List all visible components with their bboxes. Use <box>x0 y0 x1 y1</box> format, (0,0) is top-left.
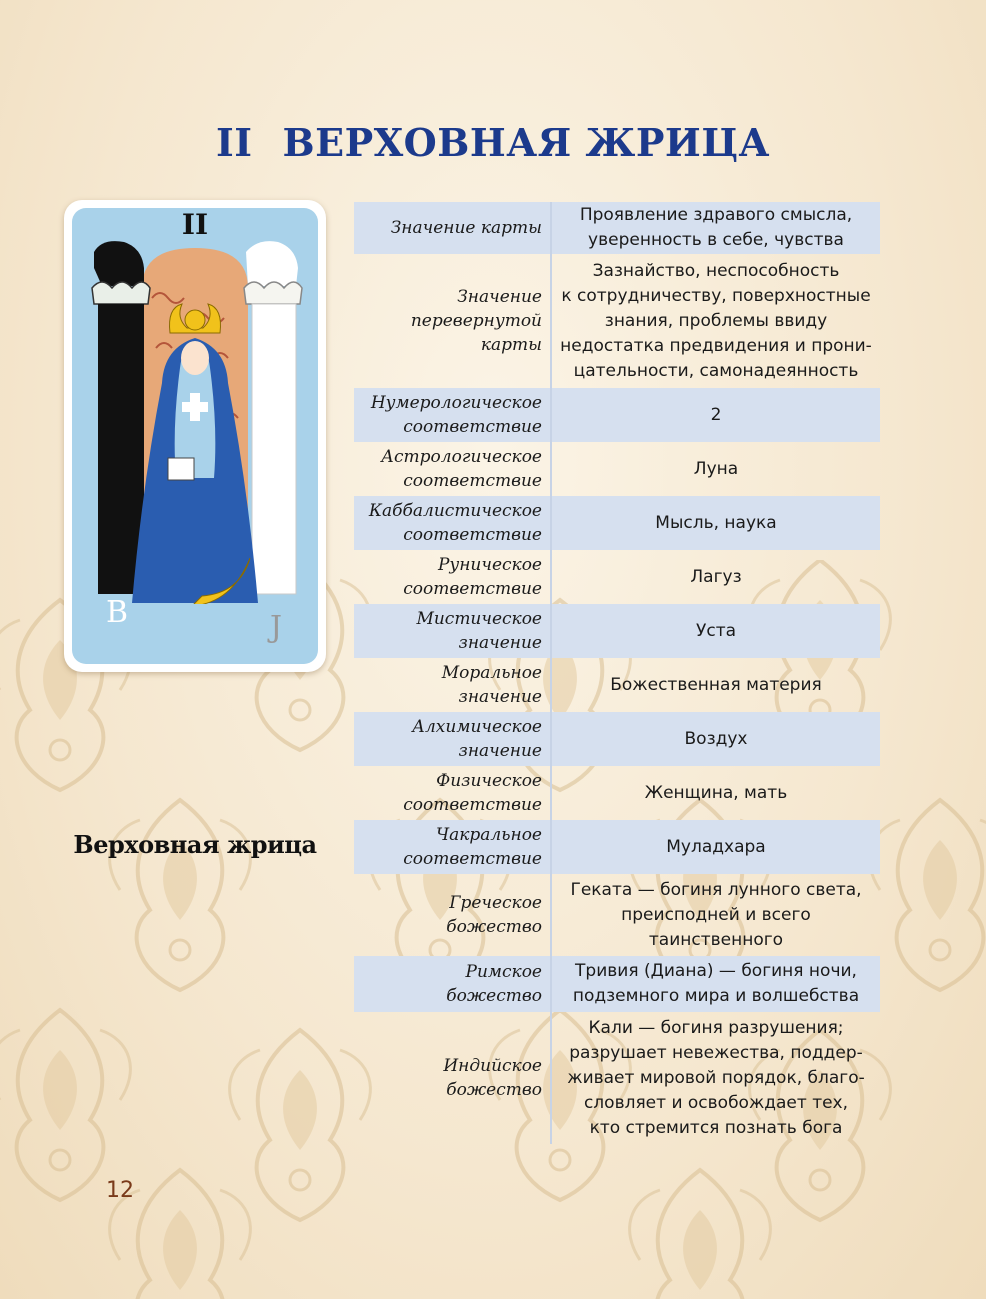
table-row <box>354 388 880 442</box>
page-title <box>0 120 986 165</box>
row-value: Муладхара <box>551 820 880 874</box>
row-label: Чакральное соответствие <box>354 820 551 874</box>
row-value: Луна <box>693 458 739 479</box>
table-row <box>354 766 880 820</box>
row-value: Лагуз <box>690 566 742 587</box>
row-label: Физическое соответствие <box>354 766 551 820</box>
title-numeral: II <box>215 120 253 165</box>
row-value: Зазнайство, неспособность к сотрудничеству, поверхностные знания, проблемы ввиду недостатка предвидения и прони- цательности, самонадеянность <box>560 260 872 381</box>
row-value: Кали — богиня разрушения; разрушает невежества, поддер- живает мировой порядок, благо- словляет и освобождает тех, кто стремится познать бога <box>567 1017 865 1138</box>
table-row <box>354 956 880 1012</box>
row-value: Тривия (Диана) — богиня ночи, подземного мира и волшебства <box>551 956 880 1012</box>
table-row <box>354 202 880 254</box>
row-label: Значение карты <box>354 202 551 254</box>
row-label: Значение перевернутой карты <box>354 254 551 388</box>
table-row <box>354 1012 880 1144</box>
table-row <box>354 604 880 658</box>
row-value: Мысль, наука <box>551 496 880 550</box>
row-label: Мистическое значение <box>354 604 551 658</box>
row-value: Женщина, мать <box>644 782 788 803</box>
row-label: Греческое божество <box>354 874 551 956</box>
pillar-letter-left: B <box>106 595 129 630</box>
row-label: Римское божество <box>354 956 551 1012</box>
row-label: Астрологическое соответствие <box>354 442 551 496</box>
row-value: Проявление здравого смысла, уверенность в себе, чувства <box>551 202 880 254</box>
table-row <box>354 442 880 496</box>
row-value: Геката — богиня лунного света, преисподней и всего таинственного <box>570 879 862 950</box>
row-label: Каббалистическое соответствие <box>354 496 551 550</box>
title-name: ВЕРХОВНАЯ ЖРИЦА <box>282 120 771 165</box>
row-label: Индийское божество <box>354 1012 551 1144</box>
row-value: Уста <box>551 604 880 658</box>
row-label: Руническое соответствие <box>354 550 551 604</box>
table-row <box>354 496 880 550</box>
table-row <box>354 658 880 712</box>
row-value: Божественная материя <box>610 674 822 695</box>
row-value: Воздух <box>551 712 880 766</box>
table-row <box>354 550 880 604</box>
page-number: 12 <box>106 1178 134 1203</box>
table-row <box>354 874 880 956</box>
row-label: Алхимическое значение <box>354 712 551 766</box>
row-label: Моральное значение <box>354 658 551 712</box>
table-row <box>354 254 880 388</box>
table-row <box>354 712 880 766</box>
row-value: 2 <box>551 388 880 442</box>
table-row <box>354 820 880 874</box>
attributes-table <box>354 202 880 1144</box>
card-caption: Верховная жрица <box>73 830 317 859</box>
pillar-letter-right: J <box>270 610 283 645</box>
card-numeral: II <box>181 208 209 241</box>
row-label: Нумерологическое соответствие <box>354 388 551 442</box>
tarot-card <box>64 200 326 859</box>
